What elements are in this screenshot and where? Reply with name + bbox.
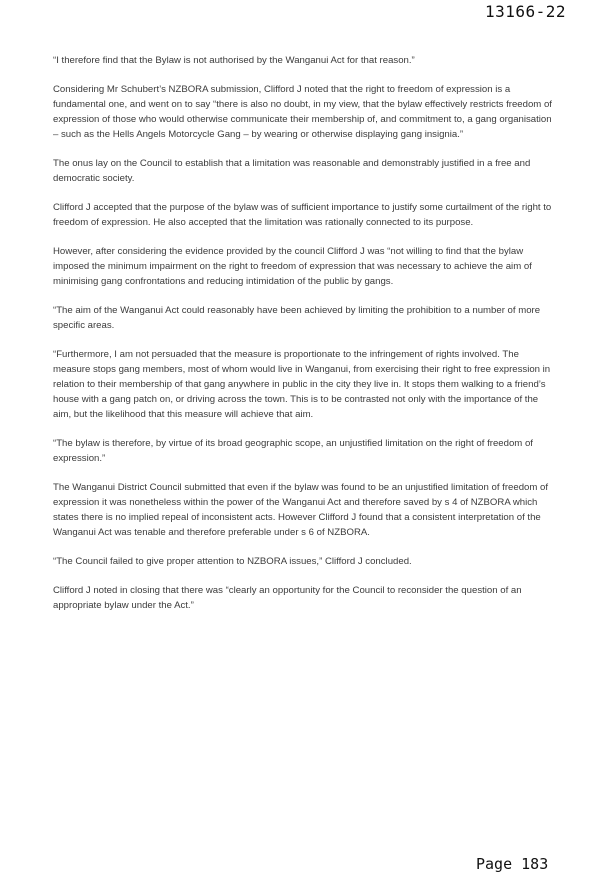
- document-id: 13166-22: [484, 2, 566, 21]
- paragraph-6: “The aim of the Wanganui Act could reasonably have been achieved by limiting the prohibition to a number of more specific areas.: [53, 305, 541, 331]
- paragraph-8: “The bylaw is therefore, by virtue of its broad geographic scope, an unjustified limitation on the right of freedom of expression.”: [53, 438, 533, 464]
- paragraph-10: “The Council failed to give proper attention to NZBORA issues,” Clifford J concluded.: [53, 556, 412, 567]
- paragraph-11: Clifford J noted in closing that there was “clearly an opportunity for the Council to reconsider the question of an appropriate bylaw under the Act.”: [53, 585, 522, 611]
- paragraph-1: “I therefore find that the Bylaw is not authorised by the Wanganui Act for that reason.”: [53, 55, 415, 66]
- paragraph-3: The onus lay on the Council to establish that a limitation was reasonable and demonstrably justified in a free and democratic society.: [53, 158, 531, 184]
- document-body: [53, 53, 553, 627]
- page-number: Page 183: [476, 855, 549, 873]
- paragraph-7: “Furthermore, I am not persuaded that the measure is proportionate to the infringement of rights involved. The measure stops gang members, most of whom would live in Wanganui, from exercising their right to free expression in relation to their membership of that gang anywhere in public in the city they live in. It stops them walking to a friend’s house with a gang patch on, or driving across the town. This is to be contrasted not only with the importance of the aim, but the likelihood that this measure will achieve that aim.: [53, 349, 551, 420]
- paragraph-5: However, after considering the evidence provided by the council Clifford J was “not willing to find that the bylaw imposed the minimum impairment on the right to freedom of expression that was necessary to achieve the aim of minimising gang confrontations and reducing intimidation of the public by gangs.: [53, 246, 532, 287]
- paragraph-9: The Wanganui District Council submitted that even if the bylaw was found to be an unjustified limitation of freedom of expression it was nonetheless within the power of the Wanganui Act and therefore saved by s 4 of NZBORA which states there is no implied repeal of inconsistent acts. However Clifford J found that a consistent interpretation of the Wanganui Act was tenable and therefore preferable under s 6 of NZBORA.: [53, 482, 549, 538]
- paragraph-2: Considering Mr Schubert’s NZBORA submission, Clifford J noted that the right to freedom of expression is a fundamental one, and went on to say “there is also no doubt, in my view, that the bylaw effectively restricts freedom of expression of those who would otherwise communicate their membership of, and commitment to, a gang organisation – such as the Hells Angels Motorcycle Gang – by wearing or otherwise displaying gang insignia.”: [53, 84, 552, 140]
- paragraph-4: Clifford J accepted that the purpose of the bylaw was of sufficient importance to justify some curtailment of the right to freedom of expression. He also accepted that the limitation was rationally connected to its purpose.: [53, 202, 552, 228]
